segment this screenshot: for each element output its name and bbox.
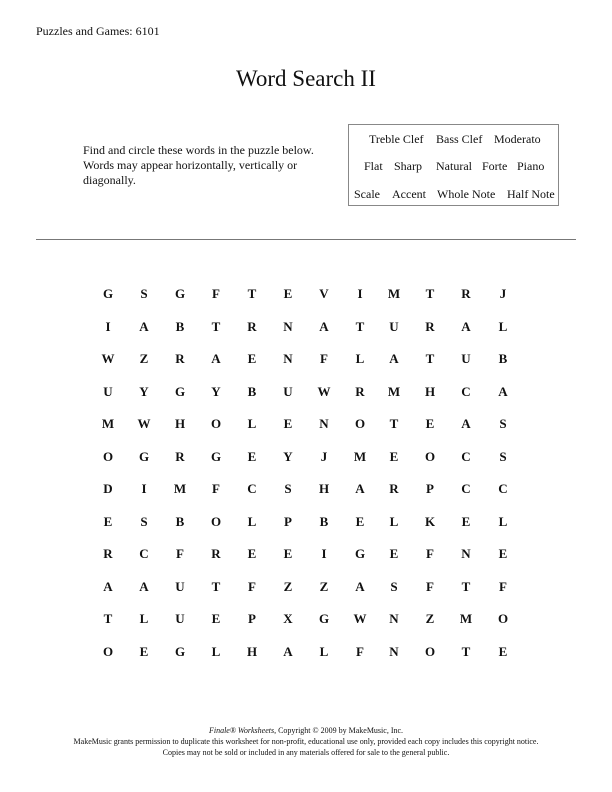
grid-letter: M (387, 286, 401, 301)
word-bank-item: Moderato (494, 132, 541, 146)
grid-letter: F (499, 578, 507, 594)
grid-letter: N (461, 546, 471, 561)
copyright-footer (0, 725, 612, 758)
grid-letter: T (211, 578, 221, 594)
grid-letter: C (461, 383, 471, 399)
grid-letter: S (499, 448, 507, 464)
grid-letter: G (354, 546, 366, 561)
grid-letter: F (212, 481, 220, 496)
grid-letter: C (461, 481, 471, 496)
grid-letter: V (319, 286, 329, 301)
grid-letter: W (317, 383, 331, 399)
grid-letter: L (139, 611, 149, 626)
grid-letter: L (319, 643, 329, 659)
grid-letter: E (461, 513, 471, 529)
grid-letter: U (175, 611, 185, 626)
grid-letter: N (389, 611, 399, 626)
grid-letter: U (461, 351, 471, 366)
grid-letter: B (247, 383, 257, 399)
grid-letter: T (355, 318, 365, 334)
grid-letter: E (425, 416, 435, 431)
grid-letter: W (137, 416, 151, 431)
grid-letter: S (140, 286, 148, 301)
grid-letter: B (175, 513, 185, 529)
grid-letter: R (247, 318, 257, 334)
grid-letter: W (353, 611, 367, 626)
instructions-text: Find and circle these words in the puzzle below. Words may appear horizontally, vertically or diagonally. (83, 143, 314, 187)
grid-letter: E (211, 611, 221, 626)
grid-letter: Y (211, 383, 221, 399)
grid-letter: N (283, 318, 293, 334)
grid-letter: F (426, 578, 434, 594)
grid-letter: G (174, 643, 186, 659)
grid-letter: Y (283, 448, 293, 464)
word-bank-item: Whole Note (437, 187, 496, 201)
grid-letter: R (355, 383, 365, 399)
grid-letter: W (101, 351, 115, 366)
grid-letter: R (389, 481, 399, 496)
grid-letter: K (424, 513, 436, 529)
grid-letter: R (103, 546, 113, 561)
grid-letter: M (459, 611, 473, 626)
grid-letter: O (102, 448, 114, 464)
grid-letter: S (140, 513, 148, 529)
grid-letter: U (103, 383, 113, 399)
grid-letter: L (498, 513, 508, 529)
grid-letter: G (174, 383, 186, 399)
grid-letter: T (425, 286, 435, 301)
grid-letter: G (318, 611, 330, 626)
grid-letter: F (176, 546, 184, 561)
grid-letter: E (283, 416, 293, 431)
grid-letter: S (390, 578, 398, 594)
grid-letter: H (246, 643, 258, 659)
grid-letter: X (283, 611, 293, 626)
grid-letter: E (103, 513, 113, 529)
word-bank-item: Sharp (394, 159, 422, 173)
word-bank-item: Flat (364, 159, 383, 173)
grid-letter: E (389, 546, 399, 561)
grid-letter: A (355, 578, 365, 594)
grid-letter: I (105, 318, 111, 334)
footer-copyright: , Copyright © 2009 by MakeMusic, Inc. (274, 726, 404, 735)
grid-letter: A (389, 351, 399, 366)
grid-letter: L (498, 318, 508, 334)
grid-letter: T (247, 286, 257, 301)
grid-letter: O (210, 416, 222, 431)
grid-letter: T (211, 318, 221, 334)
grid-letter: A (283, 643, 293, 659)
worksheet-series-label: Puzzles and Games: 6101 (36, 24, 160, 38)
grid-letter: A (211, 351, 221, 366)
grid-letter: R (175, 351, 185, 366)
grid-letter: L (211, 643, 221, 659)
grid-letter: B (498, 351, 508, 366)
page-title: Word Search II (236, 66, 376, 91)
grid-letter: L (247, 513, 257, 529)
grid-letter: J (499, 286, 507, 301)
grid-letter: E (283, 286, 293, 301)
grid-letter: P (248, 611, 256, 626)
grid-letter: O (102, 643, 114, 659)
grid-letter: T (389, 416, 399, 431)
grid-letter: H (424, 383, 436, 399)
grid-letter: E (283, 546, 293, 561)
grid-letter: G (138, 448, 150, 464)
grid-letter: M (353, 448, 367, 464)
grid-letter: B (319, 513, 329, 529)
footer-permission: MakeMusic grants permission to duplicate this worksheet for non-profit, educational use only, provided each copy includes this copyright notice. (73, 737, 539, 746)
grid-letter: M (101, 416, 115, 431)
grid-letter: O (497, 611, 509, 626)
grid-letter: T (425, 351, 435, 366)
grid-letter: U (175, 578, 185, 594)
grid-letter: E (247, 448, 257, 464)
grid-letter: I (321, 546, 327, 561)
grid-letter: M (387, 383, 401, 399)
grid-letter: B (175, 318, 185, 334)
word-bank-item: Half Note (507, 187, 555, 201)
grid-letter: Z (139, 351, 149, 366)
grid-letter: Y (139, 383, 149, 399)
grid-letter: C (139, 546, 149, 561)
grid-letter: T (461, 578, 471, 594)
word-bank-item: Natural (436, 159, 472, 173)
grid-letter: P (284, 513, 292, 529)
grid-letter: G (210, 448, 222, 464)
grid-letter: U (283, 383, 293, 399)
grid-letter: F (356, 643, 364, 659)
grid-letter: F (212, 286, 220, 301)
grid-letter: S (284, 481, 292, 496)
grid-letter: E (355, 513, 365, 529)
footer-restriction: Copies may not be sold or included in any materials offered for sale to the general public. (162, 748, 450, 757)
grid-letter: H (318, 481, 330, 496)
grid-letter: O (210, 513, 222, 529)
grid-letter: M (173, 481, 187, 496)
grid-letter: O (424, 643, 436, 659)
grid-letter: T (103, 611, 113, 626)
grid-letter: N (389, 643, 399, 659)
grid-letter: C (461, 448, 471, 464)
grid-letter: L (355, 351, 365, 366)
grid-letter: O (424, 448, 436, 464)
grid-letter: E (247, 351, 257, 366)
grid-letter: A (461, 416, 471, 431)
grid-letter: O (354, 416, 366, 431)
grid-letter: F (320, 351, 328, 366)
grid-letter: F (426, 546, 434, 561)
word-bank-item: Accent (392, 187, 426, 201)
grid-letter: D (103, 481, 113, 496)
grid-letter: A (319, 318, 329, 334)
grid-letter: P (426, 481, 434, 496)
grid-letter: A (461, 318, 471, 334)
grid-letter: E (498, 546, 508, 561)
grid-letter: C (498, 481, 508, 496)
grid-letter: A (139, 578, 149, 594)
grid-letter: Z (319, 578, 329, 594)
grid-letter: I (357, 286, 363, 301)
grid-letter: J (320, 448, 328, 464)
grid-letter: E (498, 643, 508, 659)
footer-product-name: Finale® Worksheets (208, 726, 275, 735)
grid-letter: R (461, 286, 471, 301)
grid-letter: Z (425, 611, 435, 626)
grid-letter: A (103, 578, 113, 594)
grid-letter: A (139, 318, 149, 334)
word-bank-item: Bass Clef (436, 132, 483, 146)
grid-letter: S (499, 416, 507, 431)
grid-letter: L (389, 513, 399, 529)
grid-letter: H (174, 416, 186, 431)
grid-letter: R (425, 318, 435, 334)
grid-letter: I (141, 481, 147, 496)
grid-letter: G (174, 286, 186, 301)
grid-letter: E (389, 448, 399, 464)
grid-letter: C (247, 481, 257, 496)
grid-letter: N (283, 351, 293, 366)
grid-letter: N (319, 416, 329, 431)
grid-letter: E (247, 546, 257, 561)
grid-letter: R (175, 448, 185, 464)
word-bank-item: Forte (482, 159, 508, 173)
grid-letter: T (461, 643, 471, 659)
grid-letter: A (355, 481, 365, 496)
grid-letter: U (389, 318, 399, 334)
word-bank-item: Scale (354, 187, 380, 201)
grid-letter: E (139, 643, 149, 659)
grid-letter: Z (283, 578, 293, 594)
grid-letter: F (248, 578, 256, 594)
word-bank-item: Piano (517, 159, 545, 173)
word-bank-item: Treble Clef (369, 132, 424, 146)
grid-letter: G (102, 286, 114, 301)
grid-letter: R (211, 546, 221, 561)
grid-letter: L (247, 416, 257, 431)
grid-letter: A (498, 383, 508, 399)
